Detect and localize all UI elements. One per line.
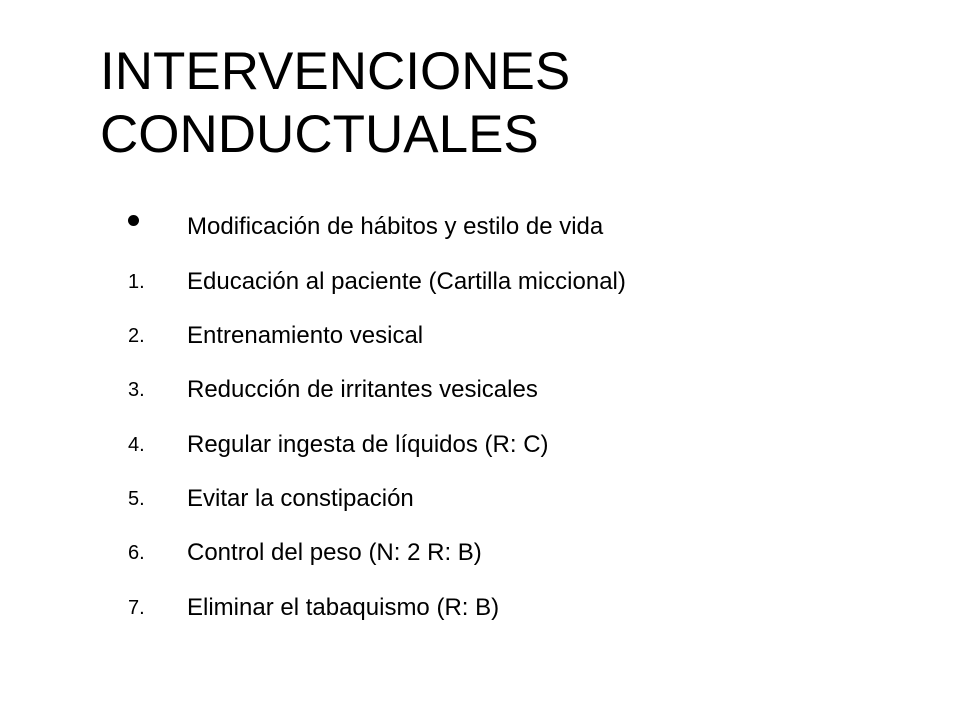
list-item-number: 7. [128, 597, 145, 619]
list-item-text: Educación al paciente (Cartilla miccional) [187, 268, 626, 295]
bullet-dot-icon [128, 207, 148, 247]
slide-title-line-2: CONDUCTUALES [100, 105, 539, 164]
list-item-text: Entrenamiento vesical [187, 322, 424, 349]
list-item-number: 1. [128, 271, 145, 293]
bullet-item-text: Modificación de hábitos y estilo de vida [187, 213, 604, 240]
list-item [0, 316, 960, 356]
list-item [0, 479, 960, 519]
list-item-text: Regular ingesta de líquidos (R: C) [187, 431, 549, 458]
list-item [0, 262, 960, 302]
list-item [0, 425, 960, 465]
list-item-text: Reducción de irritantes vesicales [187, 376, 538, 403]
list-item-number: 3. [128, 379, 145, 401]
list-item-number: 2. [128, 325, 145, 347]
list-item-text: Evitar la constipación [187, 485, 414, 512]
list-item-number: 4. [128, 434, 145, 456]
list-item [0, 370, 960, 410]
list-item-text: Eliminar el tabaquismo (R: B) [187, 594, 500, 621]
bullet-item [0, 207, 960, 247]
list-item [0, 588, 960, 628]
list-item-text: Control del peso (N: 2 R: B) [187, 539, 482, 566]
list-item-number: 5. [128, 488, 145, 510]
slide-title-line-1: INTERVENCIONES [100, 42, 571, 101]
list-item [0, 533, 960, 573]
list-item-number: 6. [128, 542, 145, 564]
